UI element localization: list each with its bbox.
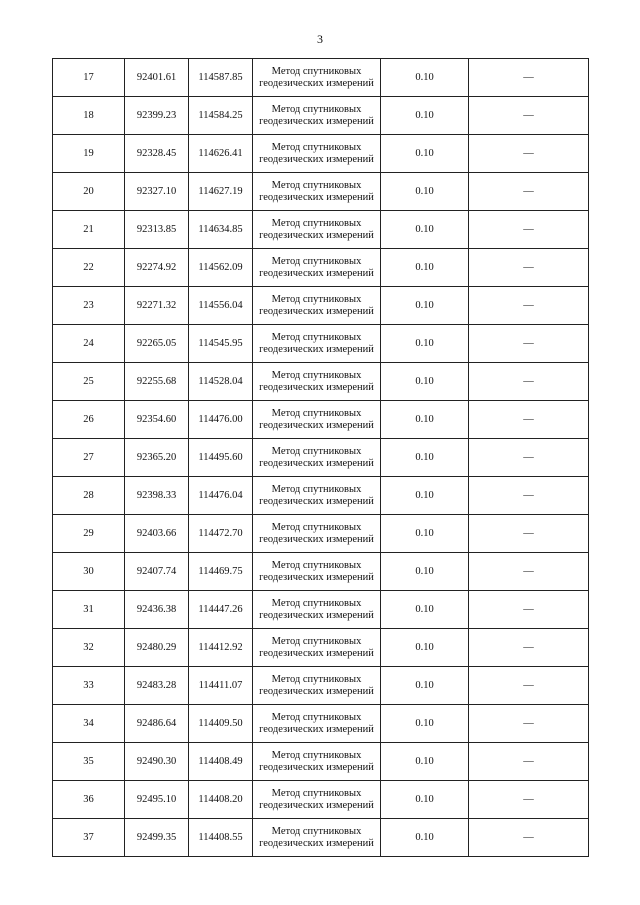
x-coordinate-cell — [125, 819, 189, 857]
x-coordinate-value: 92403.66 — [136, 527, 177, 539]
method-line-2: геодезических измерений — [259, 495, 374, 507]
table-row — [53, 781, 589, 819]
accuracy-cell — [381, 59, 469, 97]
dash-mark: — — [523, 185, 534, 197]
y-coordinate-value: 114447.26 — [198, 603, 243, 615]
dash-mark: — — [523, 261, 534, 273]
accuracy-value: 0.10 — [415, 185, 434, 197]
method-cell — [253, 173, 381, 211]
y-coordinate-value: 114587.85 — [198, 71, 243, 83]
x-coordinate-cell — [125, 211, 189, 249]
point-number-value: 26 — [83, 413, 94, 425]
method-line-2: геодезических измерений — [259, 837, 374, 849]
accuracy-cell — [381, 249, 469, 287]
x-coordinate-value: 92399.23 — [136, 109, 177, 121]
method-line-1: Метод спутниковых — [271, 103, 362, 115]
y-coordinate-cell — [189, 59, 253, 97]
point-number-value: 27 — [83, 451, 94, 463]
x-coordinate-cell — [125, 173, 189, 211]
method-cell — [253, 819, 381, 857]
point-number-cell — [53, 211, 125, 249]
point-number-cell — [53, 439, 125, 477]
x-coordinate-cell — [125, 705, 189, 743]
method-cell — [253, 59, 381, 97]
point-number-value: 22 — [83, 261, 94, 273]
dash-mark: — — [523, 223, 534, 235]
dash-mark: — — [523, 147, 534, 159]
method-line-2: геодезических измерений — [259, 267, 374, 279]
page-number: 3 — [317, 32, 323, 46]
accuracy-value: 0.10 — [415, 109, 434, 121]
point-number-cell — [53, 515, 125, 553]
dash-mark: — — [523, 413, 534, 425]
method-line-2: геодезических измерений — [259, 609, 374, 621]
accuracy-value: 0.10 — [415, 413, 434, 425]
method-line-2: геодезических измерений — [259, 571, 374, 583]
point-number-cell — [53, 363, 125, 401]
x-coordinate-cell — [125, 287, 189, 325]
point-number-cell — [53, 325, 125, 363]
method-line-2: геодезических измерений — [259, 457, 374, 469]
y-coordinate-value: 114556.04 — [198, 299, 243, 311]
y-coordinate-value: 114562.09 — [198, 261, 243, 273]
note-cell — [469, 819, 589, 857]
accuracy-value: 0.10 — [415, 831, 434, 843]
table-row — [53, 477, 589, 515]
method-cell — [253, 135, 381, 173]
method-line-2: геодезических измерений — [259, 685, 374, 697]
y-coordinate-value: 114626.41 — [198, 147, 243, 159]
y-coordinate-value: 114476.04 — [198, 489, 243, 501]
method-line-1: Метод спутниковых — [271, 749, 362, 761]
method-line-1: Метод спутниковых — [271, 65, 362, 77]
x-coordinate-cell — [125, 439, 189, 477]
note-cell — [469, 249, 589, 287]
accuracy-cell — [381, 819, 469, 857]
accuracy-cell — [381, 363, 469, 401]
accuracy-value: 0.10 — [415, 489, 434, 501]
method-line-1: Метод спутниковых — [271, 141, 362, 153]
method-line-2: геодезических измерений — [259, 115, 374, 127]
dash-mark: — — [523, 109, 534, 121]
dash-mark: — — [523, 527, 534, 539]
method-cell — [253, 287, 381, 325]
dash-mark: — — [523, 565, 534, 577]
y-coordinate-cell — [189, 439, 253, 477]
y-coordinate-value: 114472.70 — [198, 527, 243, 539]
accuracy-cell — [381, 515, 469, 553]
method-line-2: геодезических измерений — [259, 343, 374, 355]
point-number-value: 21 — [83, 223, 94, 235]
y-coordinate-cell — [189, 287, 253, 325]
point-number-value: 35 — [83, 755, 94, 767]
point-number-value: 34 — [83, 717, 94, 729]
accuracy-cell — [381, 325, 469, 363]
x-coordinate-value: 92255.68 — [136, 375, 177, 387]
method-line-1: Метод спутниковых — [271, 597, 362, 609]
x-coordinate-value: 92407.74 — [136, 565, 177, 577]
x-coordinate-cell — [125, 135, 189, 173]
dash-mark: — — [523, 337, 534, 349]
y-coordinate-cell — [189, 629, 253, 667]
table-row — [53, 439, 589, 477]
method-line-2: геодезических измерений — [259, 723, 374, 735]
method-line-1: Метод спутниковых — [271, 483, 362, 495]
x-coordinate-value: 92486.64 — [136, 717, 177, 729]
accuracy-value: 0.10 — [415, 337, 434, 349]
accuracy-cell — [381, 439, 469, 477]
table-row — [53, 515, 589, 553]
x-coordinate-value: 92436.38 — [136, 603, 177, 615]
point-number-value: 20 — [83, 185, 94, 197]
point-number-value: 37 — [83, 831, 94, 843]
method-line-1: Метод спутниковых — [271, 559, 362, 571]
note-cell — [469, 401, 589, 439]
table-row — [53, 363, 589, 401]
table-row — [53, 819, 589, 857]
accuracy-value: 0.10 — [415, 565, 434, 577]
accuracy-cell — [381, 781, 469, 819]
method-cell — [253, 591, 381, 629]
x-coordinate-cell — [125, 743, 189, 781]
y-coordinate-value: 114545.95 — [198, 337, 243, 349]
method-cell — [253, 249, 381, 287]
x-coordinate-cell — [125, 477, 189, 515]
method-line-1: Метод спутниковых — [271, 407, 362, 419]
note-cell — [469, 591, 589, 629]
y-coordinate-cell — [189, 249, 253, 287]
method-line-1: Метод спутниковых — [271, 331, 362, 343]
y-coordinate-cell — [189, 667, 253, 705]
point-number-cell — [53, 667, 125, 705]
note-cell — [469, 477, 589, 515]
note-cell — [469, 135, 589, 173]
accuracy-value: 0.10 — [415, 755, 434, 767]
accuracy-value: 0.10 — [415, 793, 434, 805]
method-line-1: Метод спутниковых — [271, 825, 362, 837]
dash-mark: — — [523, 717, 534, 729]
y-coordinate-cell — [189, 705, 253, 743]
table-row — [53, 249, 589, 287]
point-number-cell — [53, 59, 125, 97]
table-row — [53, 401, 589, 439]
point-number-value: 24 — [83, 337, 94, 349]
y-coordinate-cell — [189, 515, 253, 553]
accuracy-cell — [381, 401, 469, 439]
accuracy-value: 0.10 — [415, 375, 434, 387]
y-coordinate-cell — [189, 591, 253, 629]
accuracy-cell — [381, 477, 469, 515]
x-coordinate-cell — [125, 325, 189, 363]
y-coordinate-value: 114476.00 — [198, 413, 243, 425]
accuracy-value: 0.10 — [415, 147, 434, 159]
point-number-cell — [53, 629, 125, 667]
method-line-2: геодезических измерений — [259, 381, 374, 393]
point-number-value: 28 — [83, 489, 94, 501]
coordinates-table-body — [53, 59, 589, 857]
y-coordinate-cell — [189, 477, 253, 515]
point-number-cell — [53, 743, 125, 781]
accuracy-value: 0.10 — [415, 451, 434, 463]
y-coordinate-cell — [189, 401, 253, 439]
method-line-1: Метод спутниковых — [271, 711, 362, 723]
method-cell — [253, 477, 381, 515]
y-coordinate-cell — [189, 743, 253, 781]
x-coordinate-cell — [125, 249, 189, 287]
method-cell — [253, 97, 381, 135]
y-coordinate-cell — [189, 325, 253, 363]
note-cell — [469, 287, 589, 325]
x-coordinate-value: 92483.28 — [136, 679, 177, 691]
method-line-1: Метод спутниковых — [271, 217, 362, 229]
x-coordinate-cell — [125, 629, 189, 667]
accuracy-cell — [381, 743, 469, 781]
method-cell — [253, 781, 381, 819]
note-cell — [469, 59, 589, 97]
point-number-value: 17 — [83, 71, 94, 83]
y-coordinate-value: 114409.50 — [198, 717, 243, 729]
table-row — [53, 629, 589, 667]
dash-mark: — — [523, 679, 534, 691]
point-number-cell — [53, 249, 125, 287]
point-number-value: 30 — [83, 565, 94, 577]
point-number-value: 18 — [83, 109, 94, 121]
dash-mark: — — [523, 489, 534, 501]
point-number-cell — [53, 477, 125, 515]
table-row — [53, 325, 589, 363]
method-cell — [253, 515, 381, 553]
dash-mark: — — [523, 299, 534, 311]
method-line-2: геодезических измерений — [259, 761, 374, 773]
method-cell — [253, 325, 381, 363]
table-row — [53, 173, 589, 211]
accuracy-cell — [381, 287, 469, 325]
point-number-cell — [53, 781, 125, 819]
y-coordinate-value: 114408.49 — [198, 755, 243, 767]
method-line-1: Метод спутниковых — [271, 445, 362, 457]
point-number-cell — [53, 705, 125, 743]
y-coordinate-cell — [189, 553, 253, 591]
method-line-2: геодезических измерений — [259, 305, 374, 317]
method-line-2: геодезических измерений — [259, 647, 374, 659]
y-coordinate-cell — [189, 211, 253, 249]
accuracy-value: 0.10 — [415, 261, 434, 273]
accuracy-value: 0.10 — [415, 717, 434, 729]
dash-mark: — — [523, 755, 534, 767]
method-line-1: Метод спутниковых — [271, 635, 362, 647]
method-cell — [253, 439, 381, 477]
x-coordinate-value: 92480.29 — [136, 641, 177, 653]
dash-mark: — — [523, 641, 534, 653]
dash-mark: — — [523, 71, 534, 83]
x-coordinate-cell — [125, 363, 189, 401]
dash-mark: — — [523, 375, 534, 387]
method-line-1: Метод спутниковых — [271, 255, 362, 267]
accuracy-cell — [381, 629, 469, 667]
coordinates-table — [52, 58, 589, 857]
y-coordinate-value: 114469.75 — [198, 565, 243, 577]
x-coordinate-cell — [125, 781, 189, 819]
method-cell — [253, 705, 381, 743]
dash-mark: — — [523, 603, 534, 615]
dash-mark: — — [523, 451, 534, 463]
y-coordinate-cell — [189, 173, 253, 211]
note-cell — [469, 629, 589, 667]
method-line-2: геодезических измерений — [259, 229, 374, 241]
accuracy-cell — [381, 135, 469, 173]
x-coordinate-cell — [125, 97, 189, 135]
method-line-1: Метод спутниковых — [271, 787, 362, 799]
method-cell — [253, 629, 381, 667]
note-cell — [469, 743, 589, 781]
accuracy-value: 0.10 — [415, 299, 434, 311]
accuracy-cell — [381, 553, 469, 591]
y-coordinate-cell — [189, 363, 253, 401]
dash-mark: — — [523, 793, 534, 805]
point-number-value: 31 — [83, 603, 94, 615]
accuracy-value: 0.10 — [415, 71, 434, 83]
y-coordinate-cell — [189, 135, 253, 173]
method-line-1: Метод спутниковых — [271, 673, 362, 685]
accuracy-value: 0.10 — [415, 527, 434, 539]
y-coordinate-cell — [189, 819, 253, 857]
accuracy-cell — [381, 591, 469, 629]
y-coordinate-cell — [189, 781, 253, 819]
method-line-2: геодезических измерений — [259, 153, 374, 165]
point-number-value: 23 — [83, 299, 94, 311]
method-line-1: Метод спутниковых — [271, 293, 362, 305]
point-number-value: 32 — [83, 641, 94, 653]
x-coordinate-value: 92490.30 — [136, 755, 177, 767]
y-coordinate-value: 114627.19 — [198, 185, 243, 197]
point-number-value: 33 — [83, 679, 94, 691]
point-number-cell — [53, 819, 125, 857]
point-number-cell — [53, 135, 125, 173]
note-cell — [469, 667, 589, 705]
note-cell — [469, 97, 589, 135]
note-cell — [469, 705, 589, 743]
method-line-2: геодезических измерений — [259, 191, 374, 203]
accuracy-cell — [381, 211, 469, 249]
table-row — [53, 287, 589, 325]
x-coordinate-value: 92499.35 — [136, 831, 177, 843]
x-coordinate-cell — [125, 553, 189, 591]
y-coordinate-value: 114584.25 — [198, 109, 243, 121]
note-cell — [469, 515, 589, 553]
x-coordinate-value: 92495.10 — [136, 793, 177, 805]
point-number-value: 29 — [83, 527, 94, 539]
method-line-2: геодезических измерений — [259, 419, 374, 431]
accuracy-cell — [381, 705, 469, 743]
method-cell — [253, 211, 381, 249]
x-coordinate-value: 92271.32 — [136, 299, 177, 311]
dash-mark: — — [523, 831, 534, 843]
table-row — [53, 705, 589, 743]
method-cell — [253, 667, 381, 705]
x-coordinate-cell — [125, 59, 189, 97]
table-row — [53, 59, 589, 97]
y-coordinate-value: 114408.20 — [198, 793, 243, 805]
point-number-value: 19 — [83, 147, 94, 159]
table-row — [53, 667, 589, 705]
method-line-2: геодезических измерений — [259, 77, 374, 89]
table-row — [53, 591, 589, 629]
note-cell — [469, 211, 589, 249]
x-coordinate-value: 92401.61 — [136, 71, 177, 83]
point-number-cell — [53, 591, 125, 629]
accuracy-cell — [381, 97, 469, 135]
method-line-2: геодезических измерений — [259, 799, 374, 811]
point-number-cell — [53, 401, 125, 439]
point-number-value: 36 — [83, 793, 94, 805]
x-coordinate-cell — [125, 667, 189, 705]
x-coordinate-value: 92398.33 — [136, 489, 177, 501]
method-cell — [253, 401, 381, 439]
x-coordinate-value: 92327.10 — [136, 185, 177, 197]
method-cell — [253, 743, 381, 781]
point-number-cell — [53, 173, 125, 211]
accuracy-value: 0.10 — [415, 603, 434, 615]
note-cell — [469, 439, 589, 477]
point-number-cell — [53, 287, 125, 325]
y-coordinate-value: 114495.60 — [198, 451, 243, 463]
accuracy-value: 0.10 — [415, 641, 434, 653]
x-coordinate-cell — [125, 401, 189, 439]
table-row — [53, 135, 589, 173]
x-coordinate-value: 92354.60 — [136, 413, 177, 425]
table-row — [53, 553, 589, 591]
method-line-1: Метод спутниковых — [271, 179, 362, 191]
method-cell — [253, 553, 381, 591]
x-coordinate-value: 92365.20 — [136, 451, 177, 463]
accuracy-value: 0.10 — [415, 679, 434, 691]
note-cell — [469, 553, 589, 591]
method-line-2: геодезических измерений — [259, 533, 374, 545]
accuracy-value: 0.10 — [415, 223, 434, 235]
point-number-cell — [53, 553, 125, 591]
x-coordinate-value: 92328.45 — [136, 147, 177, 159]
y-coordinate-value: 114411.07 — [198, 679, 243, 691]
x-coordinate-cell — [125, 515, 189, 553]
y-coordinate-value: 114528.04 — [198, 375, 243, 387]
accuracy-cell — [381, 667, 469, 705]
table-row — [53, 97, 589, 135]
y-coordinate-cell — [189, 97, 253, 135]
table-row — [53, 211, 589, 249]
method-line-1: Метод спутниковых — [271, 521, 362, 533]
note-cell — [469, 363, 589, 401]
y-coordinate-value: 114412.92 — [198, 641, 243, 653]
y-coordinate-value: 114634.85 — [198, 223, 243, 235]
x-coordinate-value: 92313.85 — [136, 223, 177, 235]
y-coordinate-value: 114408.55 — [198, 831, 243, 843]
method-line-1: Метод спутниковых — [271, 369, 362, 381]
x-coordinate-value: 92274.92 — [136, 261, 177, 273]
point-number-cell — [53, 97, 125, 135]
x-coordinate-cell — [125, 591, 189, 629]
note-cell — [469, 781, 589, 819]
note-cell — [469, 325, 589, 363]
point-number-value: 25 — [83, 375, 94, 387]
accuracy-cell — [381, 173, 469, 211]
x-coordinate-value: 92265.05 — [136, 337, 177, 349]
note-cell — [469, 173, 589, 211]
method-cell — [253, 363, 381, 401]
table-row — [53, 743, 589, 781]
